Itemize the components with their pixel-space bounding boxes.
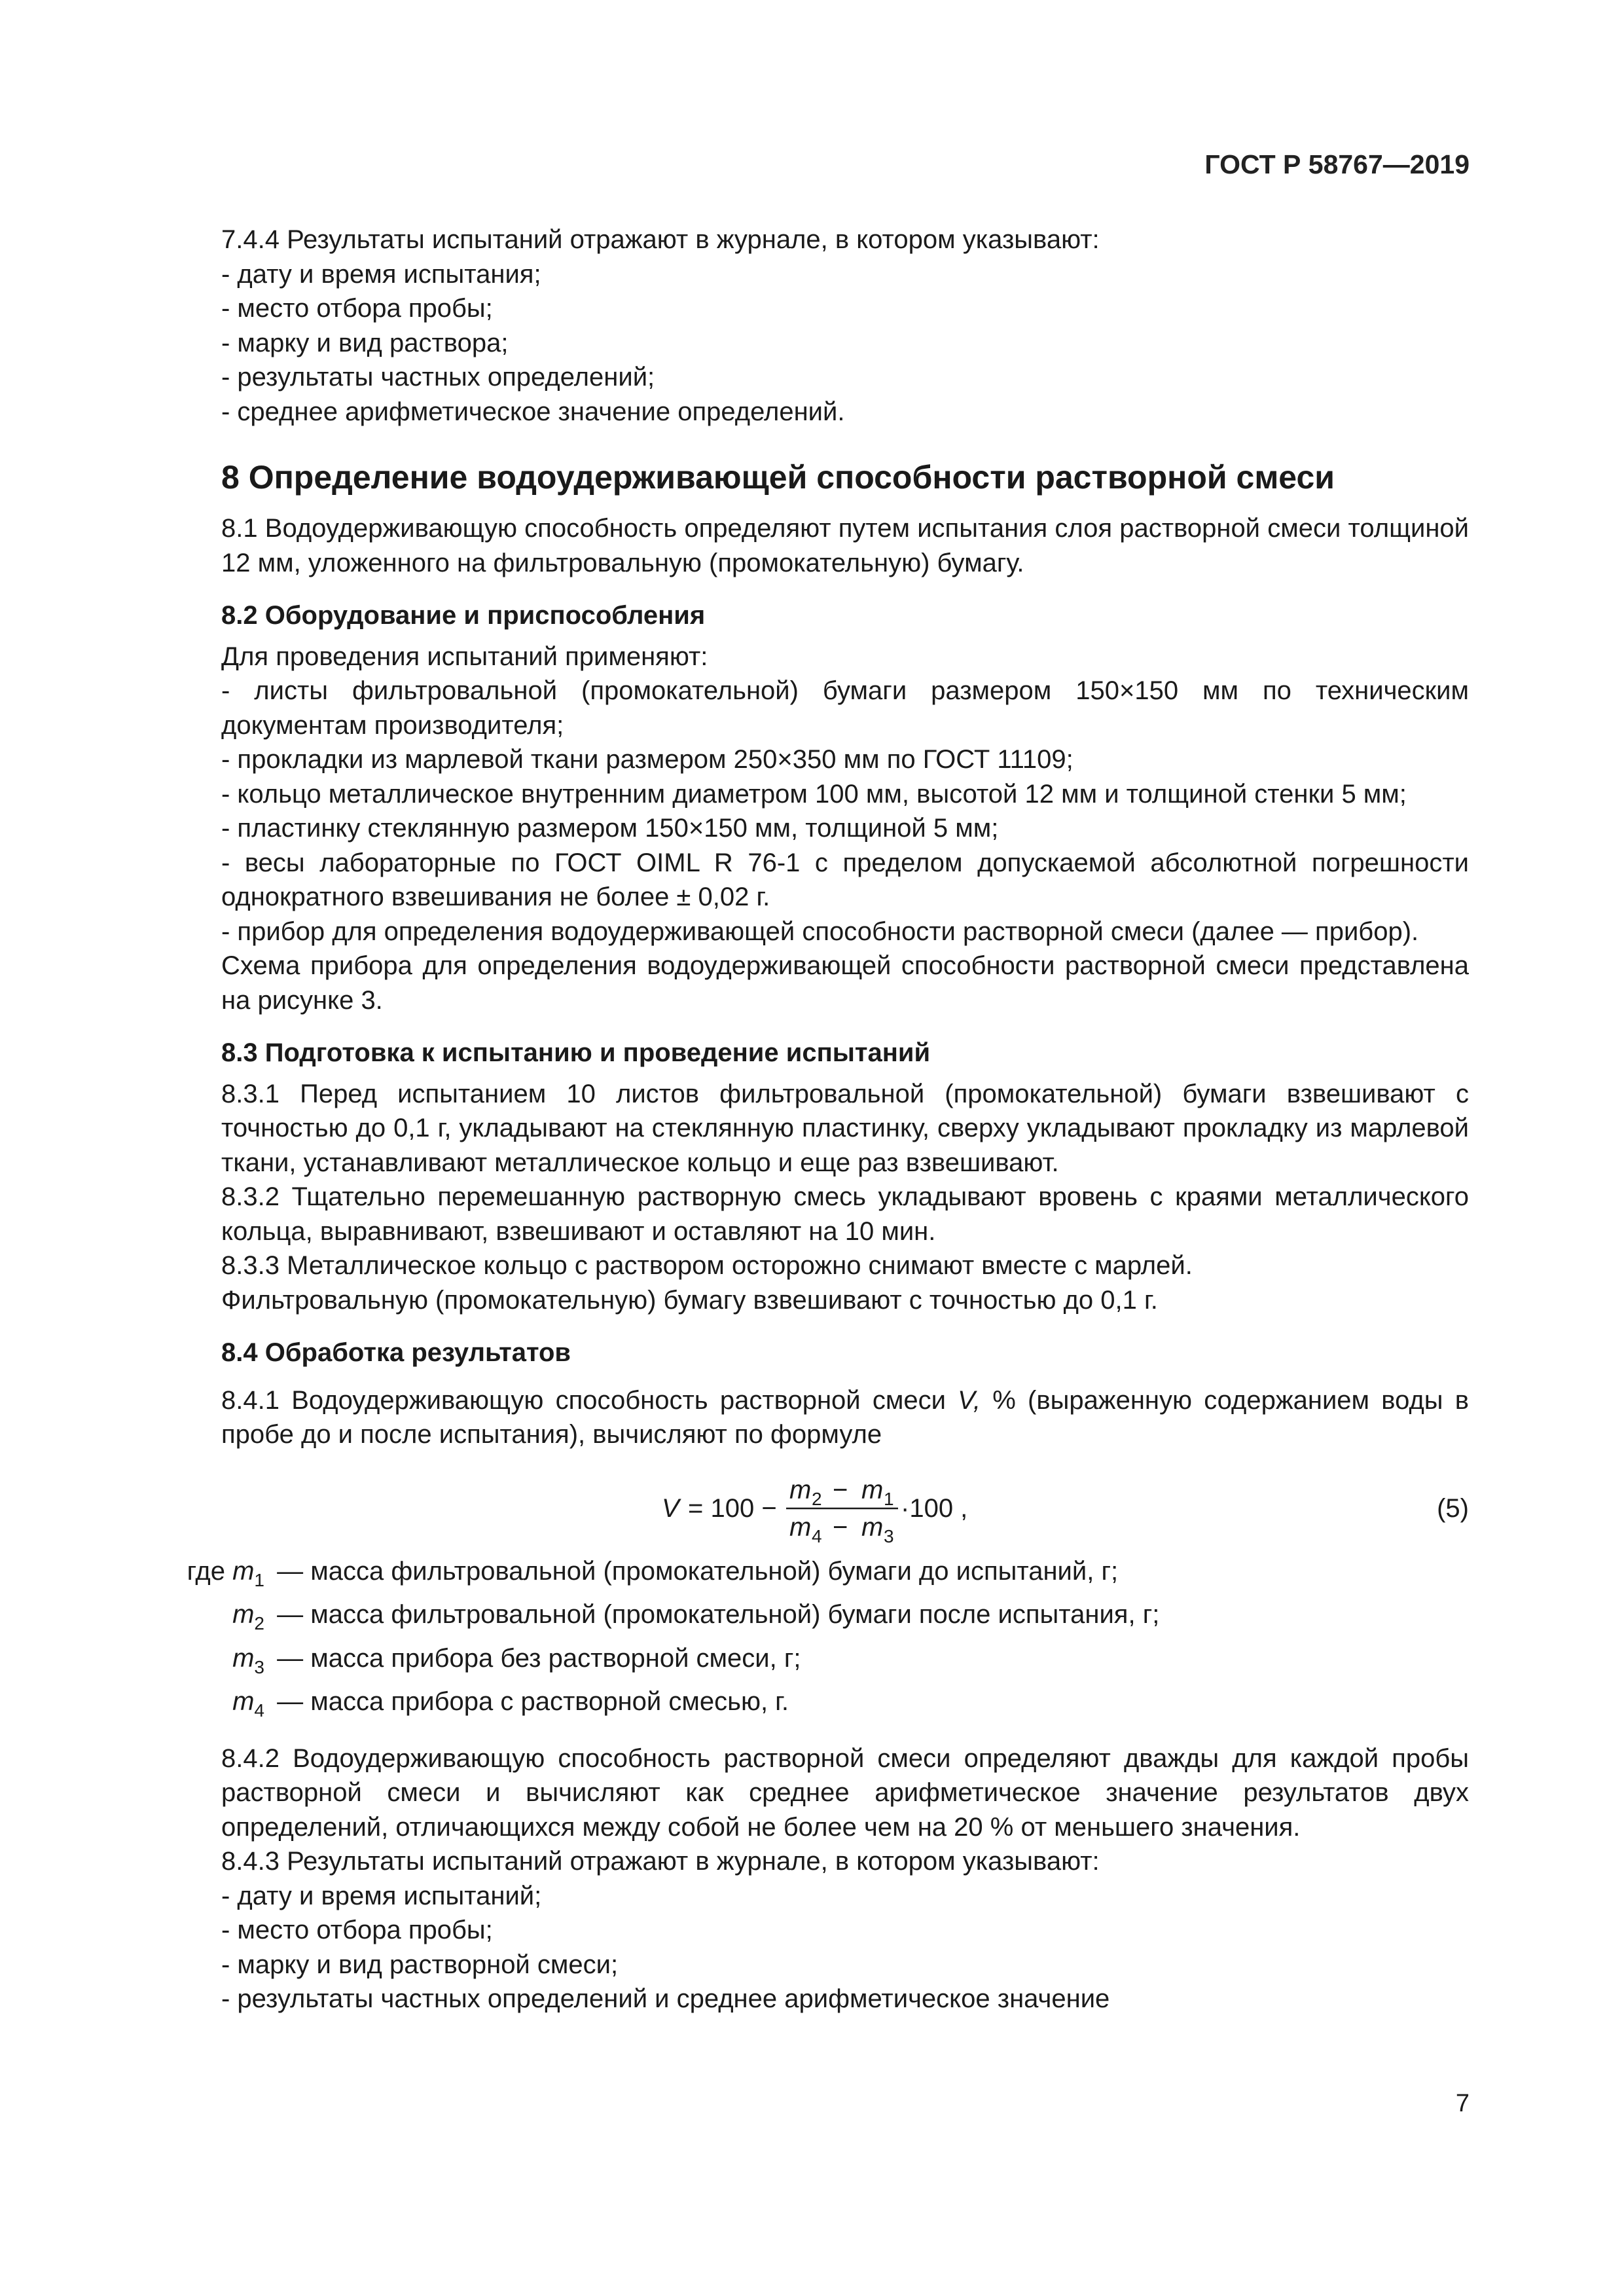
list-item: - среднее арифметическое значение определений. [221, 397, 845, 426]
list-item: - результаты частных определений и среднее арифметическое значение [221, 1984, 1110, 2013]
formula-num-a: m [789, 1475, 812, 1504]
clause-8-4-1-text-a: 8.4.1 Водоудерживающую способность растворной смеси [221, 1385, 958, 1415]
equipment-item: - кольцо металлическое внутренним диаметром 100 мм, высотой 12 мм и толщиной стенки 5 мм; [221, 779, 1407, 809]
subsection-8-3-heading: 8.3 Подготовка к испытанию и проведение испытаний [221, 1038, 931, 1067]
where-symbol: $m_2$ [232, 1600, 264, 1633]
clause-8-3-1: 8.3.1 Перед испытанием 10 листов фильтровальной (промокательной) бумаги взвешивают с точностью до 0,1 г, укладывают на стеклянную пластинку, сверху укладывают прокладку из марлевой ткани, устанавливают металлическое кольцо и еще раз взвешивают. [221, 1079, 1469, 1177]
formula-num-b-sub: 1 [884, 1488, 894, 1509]
list-item: - место отбора пробы; [221, 294, 493, 323]
where-row: где $m_1$ — масса фильтровальной (промокательной) бумаги до испытаний, г; [154, 1554, 1469, 1598]
formula-den-b: m [861, 1512, 884, 1542]
section-8-heading: 8 Определение водоудерживающей способности растворной смеси [221, 459, 1335, 496]
formula-num-b: m [861, 1475, 884, 1504]
formula-den-a: m [789, 1512, 812, 1542]
subsection-8-2-heading: 8.2 Оборудование и приспособления [221, 601, 706, 630]
clause-8-3-2: 8.3.2 Тщательно перемешанную растворную смесь укладывают вровень с краями металлического кольца, выравнивают, взвешивают и оставляют на 10 мин. [221, 1182, 1469, 1246]
equipment-item: - листы фильтровальной (промокательной) бумаги размером 150×150 мм по техническим документам производителя; [221, 676, 1469, 740]
formula-5 [154, 1464, 1469, 1549]
list-item: - дату и время испытаний; [221, 1881, 542, 1910]
document-number-header: ГОСТ Р 58767—2019 [1204, 149, 1470, 179]
formula-number: (5) [1437, 1493, 1469, 1523]
list-item: - результаты частных определений; [221, 363, 655, 392]
formula-lhs: V [662, 1493, 679, 1523]
subsection-8-4-heading: 8.4 Обработка результатов [221, 1338, 571, 1367]
formula-graphic [154, 1464, 1469, 1549]
where-symbol: $m_4$ [232, 1687, 264, 1721]
where-symbol: $m_3$ [232, 1643, 264, 1677]
equipment-item: - весы лабораторные по ГОСТ OIML R 76-1 с пределом допускаемой абсолютной погрешности однократного взвешивания не более ± 0,02 г. [221, 848, 1469, 911]
formula-equals-part: = 100 − [688, 1493, 777, 1523]
formula-den-b-sub: 3 [884, 1525, 894, 1546]
formula-den-minus: − [833, 1512, 848, 1542]
formula-tail: ·100 , [901, 1493, 968, 1523]
scheme-reference: Схема прибора для определения водоудерживающей способности растворной смеси представлена на рисунке 3. [221, 951, 1469, 1015]
equipment-intro: Для проведения испытаний применяют: [221, 642, 708, 671]
list-item: - марку и вид раствора; [221, 328, 509, 357]
where-label: где $m_1$ [187, 1556, 264, 1590]
formula-num-minus: − [833, 1475, 848, 1504]
list-item: - марку и вид растворной смеси; [221, 1950, 619, 1979]
equipment-item: - прибор для определения водоудерживающей способности растворной смеси (далее — прибор). [221, 917, 1419, 946]
clause-7-4-4-intro: 7.4.4 Результаты испытаний отражают в журнале, в котором указывают: [221, 225, 1100, 254]
list-item: - дату и время испытания; [221, 259, 541, 289]
page-number: 7 [1455, 2090, 1470, 2117]
clause-8-4-3: 8.4.3 Результаты испытаний отражают в журнале, в котором указывают: [221, 1847, 1100, 1876]
formula-num-a-sub: 2 [812, 1488, 822, 1509]
equipment-item: - прокладки из марлевой ткани размером 250×350 мм по ГОСТ 11109; [221, 745, 1074, 774]
where-row: $m_4$ — масса прибора с растворной смесью, г. [154, 1685, 1469, 1728]
equipment-item: - пластинку стеклянную размером 150×150 мм, толщиной 5 мм; [221, 814, 999, 843]
variable-v: V, [958, 1385, 981, 1415]
where-row: $m_3$ — масса прибора без растворной смеси, г; [154, 1641, 1469, 1685]
clause-8-3-3-continued: Фильтровальную (промокательную) бумагу взвешивают с точностью до 0,1 г. [221, 1285, 1158, 1315]
where-row: $m_2$ — масса фильтровальной (промокательной) бумаги после испытания, г; [154, 1597, 1469, 1641]
formula-den-a-sub: 4 [812, 1525, 822, 1546]
list-item: - место отбора пробы; [221, 1916, 493, 1944]
page-content [154, 223, 1469, 2016]
clause-8-3-3: 8.3.3 Металлическое кольцо с раствором осторожно снимают вместе с марлей. [221, 1251, 1193, 1280]
clause-8-4-1 [154, 1383, 1469, 1452]
clause-8-4-1-text-b: % (выраженную содержанием воды в пробе до и после испытания), вычисляют по формуле [221, 1385, 1469, 1449]
clause-8-4-2: 8.4.2 Водоудерживающую способность растворной смеси определяют дважды для каждой пробы растворной смеси и вычисляют как среднее арифметическое значение результатов двух определений, отличающихся между собой не более чем на 20 % от меньшего значения. [221, 1743, 1469, 1842]
clause-8-1: 8.1 Водоудерживающую способность определяют путем испытания слоя растворной смеси толщиной 12 мм, уложенного на фильтровальную (промокательную) бумагу. [221, 514, 1469, 577]
